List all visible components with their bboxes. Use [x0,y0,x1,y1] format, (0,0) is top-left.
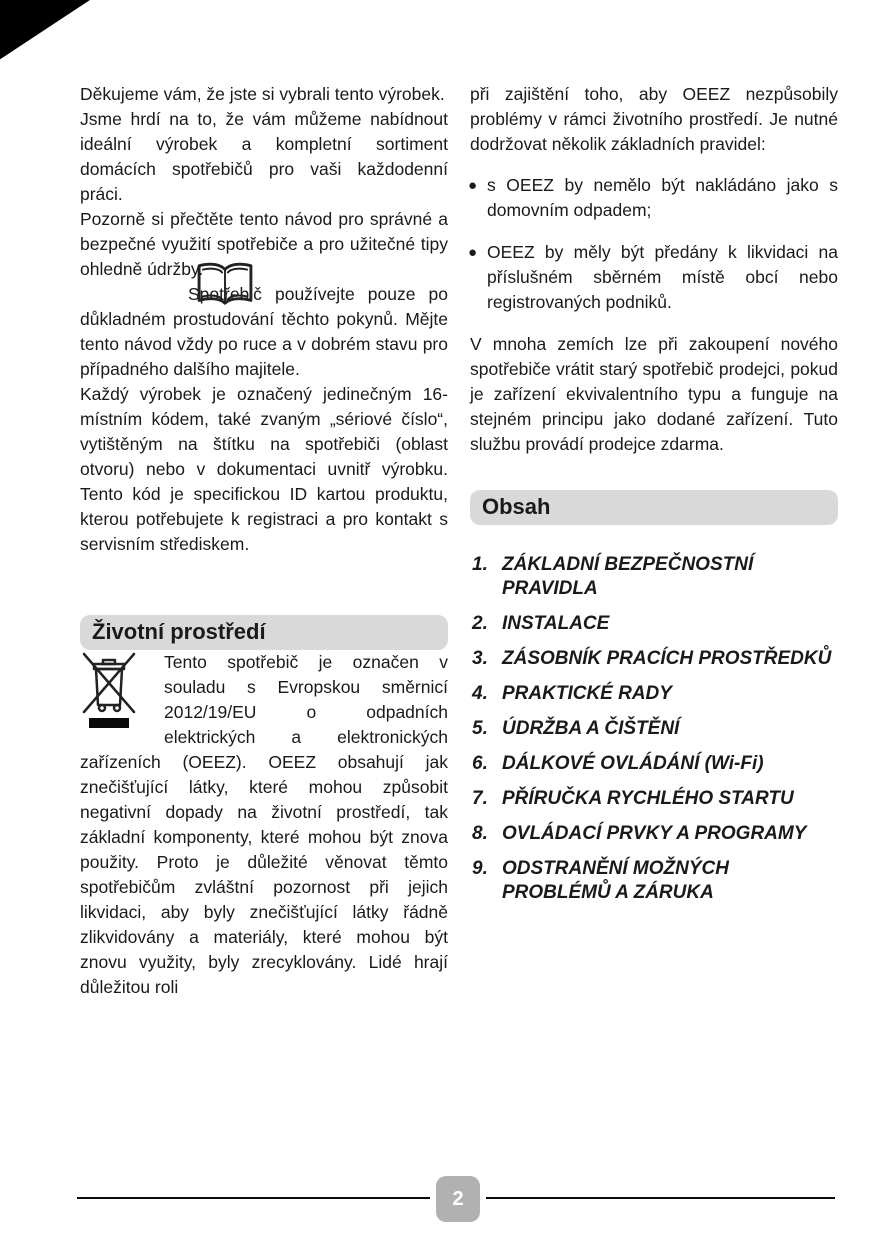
toc-item [472,612,838,636]
toc-item-number: 2. [472,613,488,634]
rule-text: OEEZ by měly být předány k likvidaci na příslušném sběrném místě obcí nebo registrovaných podniků. [487,242,838,312]
weee-body-text: OEEZ obsahují jak znečišťující látky, které mohou způsobit negativní dopady na životní prostředí, tak základní komponenty, které mohou být znova použity. Proto je důležité věnovat těmto spotřebičům zvláštní pozornost při jejich likvidaci, aby byly znečišťující látky řádně zlikvidovány a materiály, které mohou být znovu využity, byly zrecyklovány. Lidé hrají důležitou roli [80,752,448,997]
weee-rules-list [470,173,838,315]
toc-item-label: ÚDRŽBA A ČIŠTĚNÍ [502,718,680,739]
toc-item [472,857,838,905]
toc-item-number: 5. [472,718,488,739]
toc-item-number: 1. [472,554,488,575]
list-item [470,240,838,315]
rule-text: s OEEZ by nemělo být nakládáno jako s domovním odpadem; [487,175,838,220]
environment-heading: Životní prostředí [80,615,448,650]
page-number: 2 [452,1187,464,1210]
intro-line-1: Děkujeme vám, že jste si vybrali tento výrobek. [80,84,445,104]
toc-item-number: 3. [472,648,488,669]
open-book-icon [86,260,148,308]
weee-paragraph [80,650,448,1000]
bullet-icon: ● [468,177,478,194]
weee-crossed-bin-icon [82,652,150,730]
toc-item [472,787,838,811]
list-item [470,173,838,223]
toc-item-label: INSTALACE [502,613,610,634]
toc-item-number: 9. [472,858,488,879]
right-column [470,82,838,916]
toc-item-label: ZÁSOBNÍK PRACÍCH PROSTŘEDKŮ [502,648,832,669]
toc-item [472,752,838,776]
toc-item [472,647,838,671]
toc-item [472,682,838,706]
toc-item-label: OVLÁDACÍ PRVKY A PROGRAMY [502,823,807,844]
scan-corner-artifact [0,0,96,62]
toc-item-number: 8. [472,823,488,844]
toc-item [472,717,838,741]
toc-item-number: 4. [472,683,488,704]
manual-note-text: Spotřebič používejte pouze po důkladném prostudování těchto pokynů. Mějte tento návod vždy po ruce a v dobrém stavu pro případného dalšího majitele. [80,284,448,379]
weee-continuation-paragraph: při zajištění toho, aby OEEZ nezpůsobily problémy v rámci životního prostředí. Je nutné dodržovat několik základních pravidel: [470,84,838,154]
read-instructions-paragraph: Pozorně si přečtěte tento návod pro správné a bezpečné využití spotřebiče a pro užitečné tipy ohledně údržby. [80,209,448,279]
bullet-icon: ● [468,244,478,261]
toc-item [472,822,838,846]
page-number-badge-wrap [430,1176,486,1222]
toc-item-label: ZÁKLADNÍ BEZPEČNOSTNÍ PRAVIDLA [502,554,754,599]
toc-heading: Obsah [470,490,838,525]
page-number-badge [436,1176,480,1222]
left-column [80,82,448,1000]
toc-item [472,553,838,601]
takeback-paragraph: V mnoha zemích lze při zakoupení nového spotřebiče vrátit starý spotřebič prodejci, pokud je zařízení ekvivalentního typu a funguje na stejném principu jako dodané zařízení. Tuto službu provádí prodejce zdarma. [470,334,838,454]
toc-item-label: ODSTRANĚNÍ MOŽNÝCH PROBLÉMŮ A ZÁRUKA [502,858,729,903]
toc-item-label: DÁLKOVÉ OVLÁDÁNÍ (Wi-Fi) [502,753,764,774]
serial-number-paragraph: Každý výrobek je označený jedinečným 16-místním kódem, také zvaným „sériové číslo“, vytištěným na štítku na spotřebiči (oblast otvoru) nebo v dokumentaci uvnitř výrobku. Tento kód je specifickou ID kartou produktu, kterou potřebujete k registraci a pro kontakt s servisním střediskem. [80,384,448,554]
toc-item-number: 6. [472,753,488,774]
table-of-contents [472,553,838,905]
manual-note-paragraph [80,282,448,382]
toc-item-label: PŘÍRUČKA RYCHLÉHO STARTU [502,788,794,809]
intro-line-2: Jsme hrdí na to, že vám můžeme nabídnout ideální výrobek a kompletní sortiment domácích spotřebičů pro vaši každodenní práci. [80,109,448,204]
intro-paragraph [80,82,448,207]
toc-item-label: PRAKTICKÉ RADY [502,683,672,704]
toc-item-number: 7. [472,788,488,809]
weee-intro-text: Tento spotřebič je označen v souladu s Evropskou směrnicí 2012/19/EU o odpadních elektrických a elektronických zařízeních (OEEZ). [80,652,448,772]
